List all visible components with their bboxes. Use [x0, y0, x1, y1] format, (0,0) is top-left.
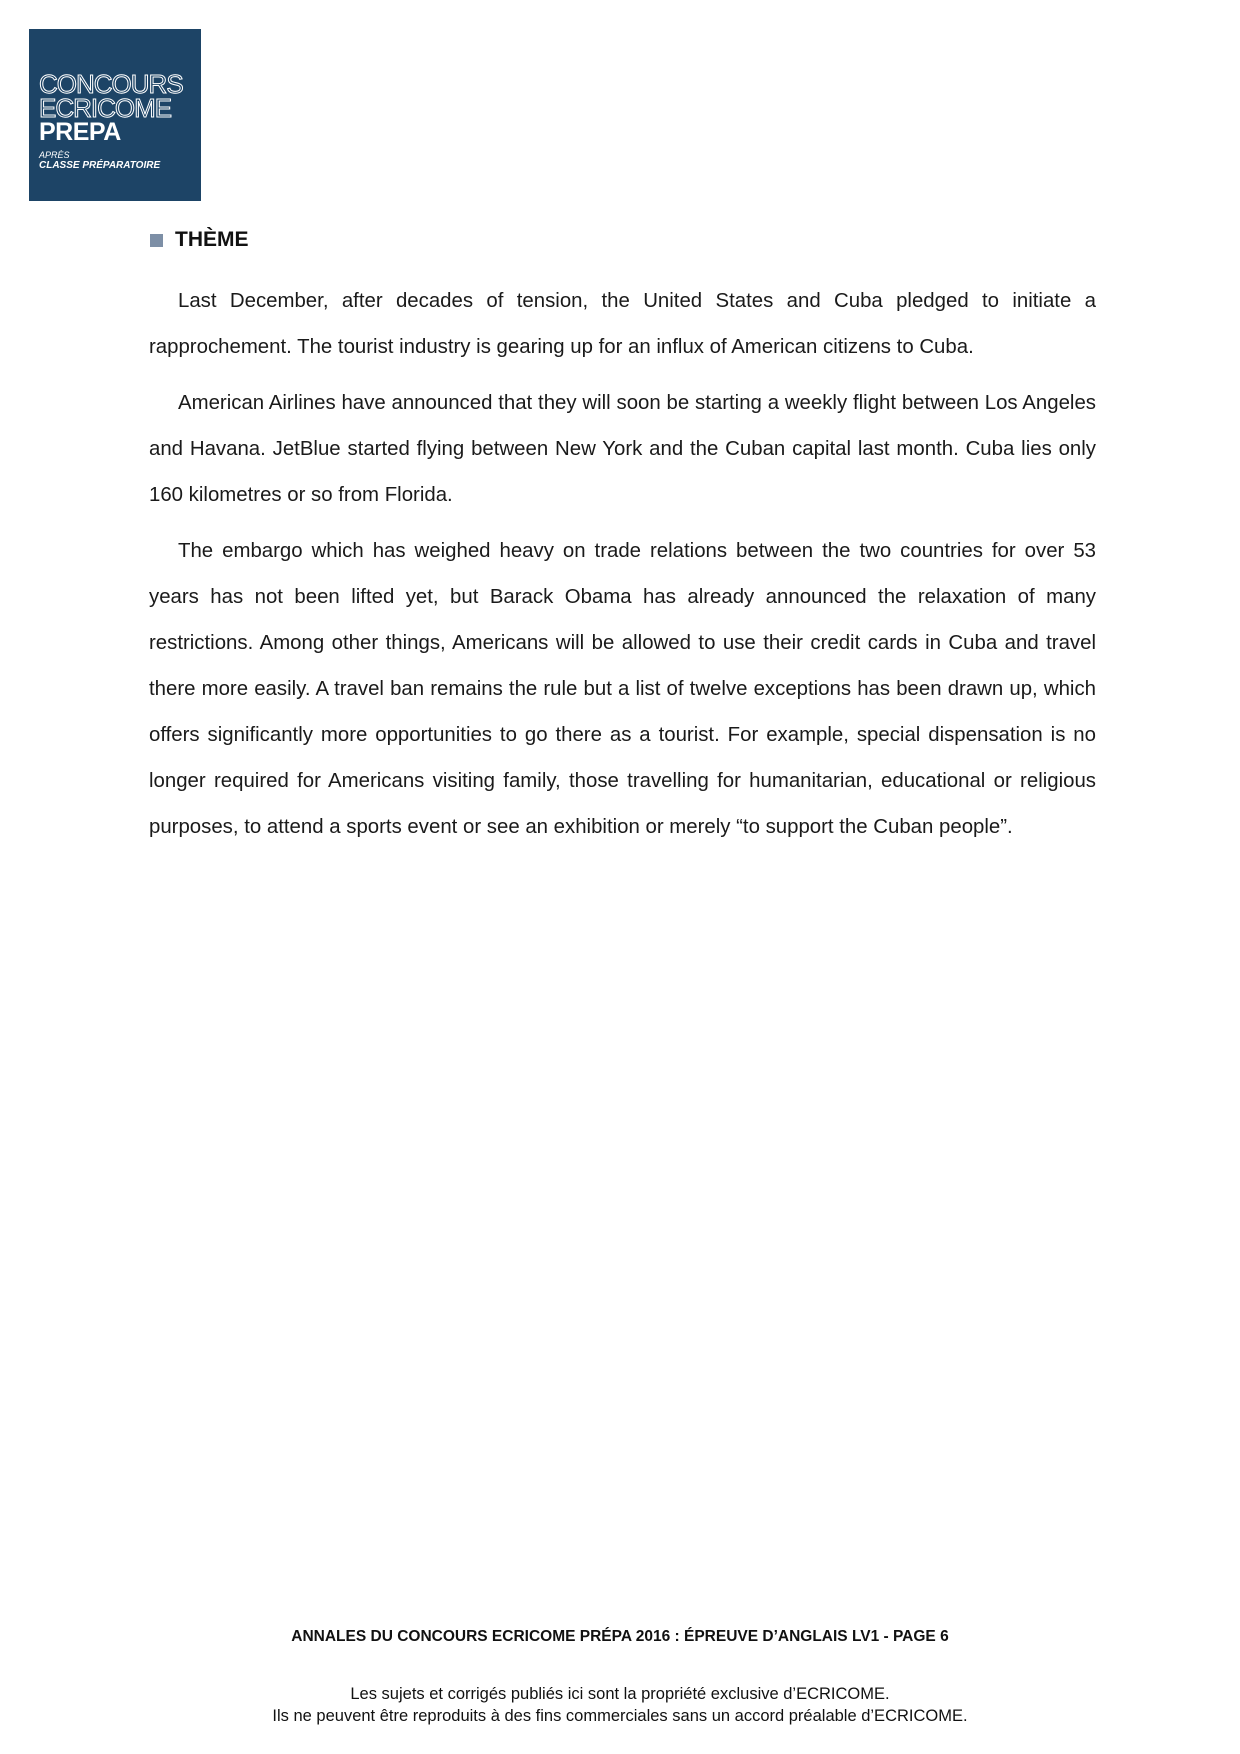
- footer-notice-line-2: Ils ne peuvent être reproduits à des fins commerciales sans un accord préalable d’ECRICOME.: [272, 1707, 968, 1725]
- footer-title: ANNALES DU CONCOURS ECRICOME PRÉPA 2016 : ÉPREUVE D’ANGLAIS LV1 - PAGE 6: [291, 1628, 949, 1645]
- paragraph-2: American Airlines have announced that they will soon be starting a weekly flight between Los Angeles and Havana. JetBlue started flying between New York and the Cuban capital last month. Cuba lies only 160 kilometres or so from Florida.: [149, 392, 1096, 506]
- logo-line-classe-preparatoire: CLASSE PRÉPARATOIRE: [39, 160, 161, 171]
- section-title: THÈME: [175, 228, 249, 251]
- logo-line-concours: CONCOURS: [39, 69, 183, 99]
- footer-notice: [0, 1683, 1240, 1727]
- paragraph-1: Last December, after decades of tension, the United States and Cuba pledged to initiate a rapprochement. The tourist industry is gearing up for an influx of American citizens to Cuba.: [149, 290, 1096, 358]
- paragraph-3: The embargo which has weighed heavy on trade relations between the two countries for over 53 years has not been lifted yet, but Barack Obama has already announced the relaxation of many restrictions. Among other things, Americans will be allowed to use their credit cards in Cuba and travel there more easily. A travel ban remains the rule but a list of twelve exceptions has been drawn up, which offers significantly more opportunities to go there as a tourist. For example, special dispensation is no longer required for Americans visiting family, those travelling for humanitarian, educational or religious purposes, to attend a sports event or see an exhibition or merely “to support the Cuban people”.: [149, 540, 1096, 838]
- logo-line-apres: APRÈS: [39, 150, 70, 160]
- square-bullet-icon: [150, 234, 163, 247]
- ecricome-logo: [29, 29, 201, 201]
- logo-line-prepa: PREPA: [39, 118, 121, 146]
- footer-notice-line-1: Les sujets et corrigés publiés ici sont la propriété exclusive d’ECRICOME.: [350, 1685, 890, 1703]
- logo-line-ecricome: ECRICOME: [39, 93, 172, 123]
- section-heading: [150, 228, 249, 252]
- body-text: [149, 278, 1096, 860]
